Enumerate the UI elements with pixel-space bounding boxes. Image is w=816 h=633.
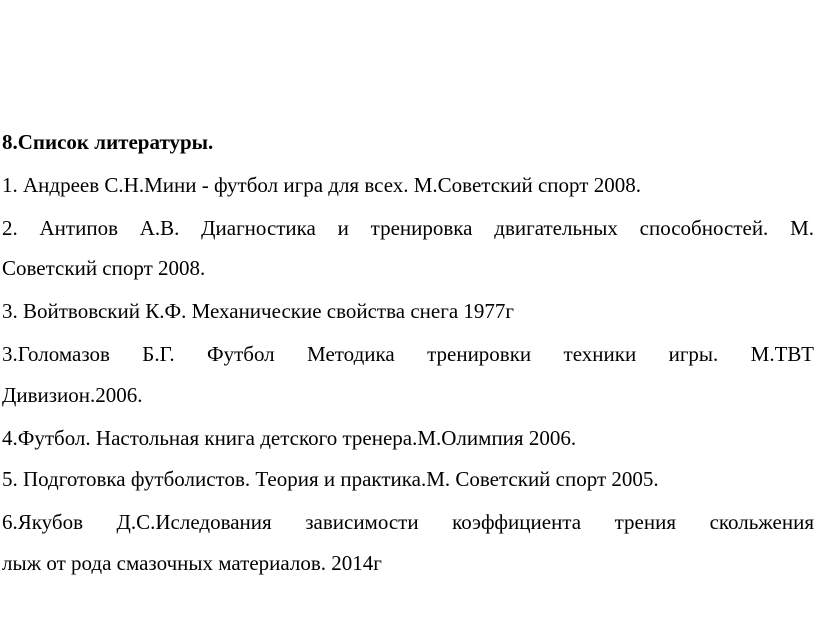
reference-6-line-1: 5. Подготовка футболистов. Теория и практика.М. Советский спорт 2005. [2, 467, 659, 491]
reference-7-line-1: 6.Якубов Д.С.Иследования зависимости коэффициента трения скольжения [2, 510, 814, 534]
reference-5-line-1: 4.Футбол. Настольная книга детского тренера.М.Олимпия 2006. [2, 426, 577, 450]
reference-2-line-1: 2. Антипов А.В. Диагностика и тренировка двигательных способностей. М. [2, 216, 814, 240]
reference-1-line-1: 1. Андреев С.Н.Мини - футбол игра для всех. М.Советский спорт 2008. [2, 173, 641, 197]
section-heading: 8.Список литературы. [2, 130, 214, 154]
reference-3-line-1: 3. Войтвовский К.Ф. Механические свойства снега 1977г [2, 299, 514, 323]
reference-4-line-1: 3.Голомазов Б.Г. Футбол Методика тренировки техники игры. М.ТВТ [2, 342, 814, 366]
reference-2-line-2: Советский спорт 2008. [2, 256, 206, 280]
reference-4-line-2: Дивизион.2006. [2, 383, 143, 407]
reference-7-line-2: лыж от рода смазочных материалов. 2014г [2, 551, 382, 575]
